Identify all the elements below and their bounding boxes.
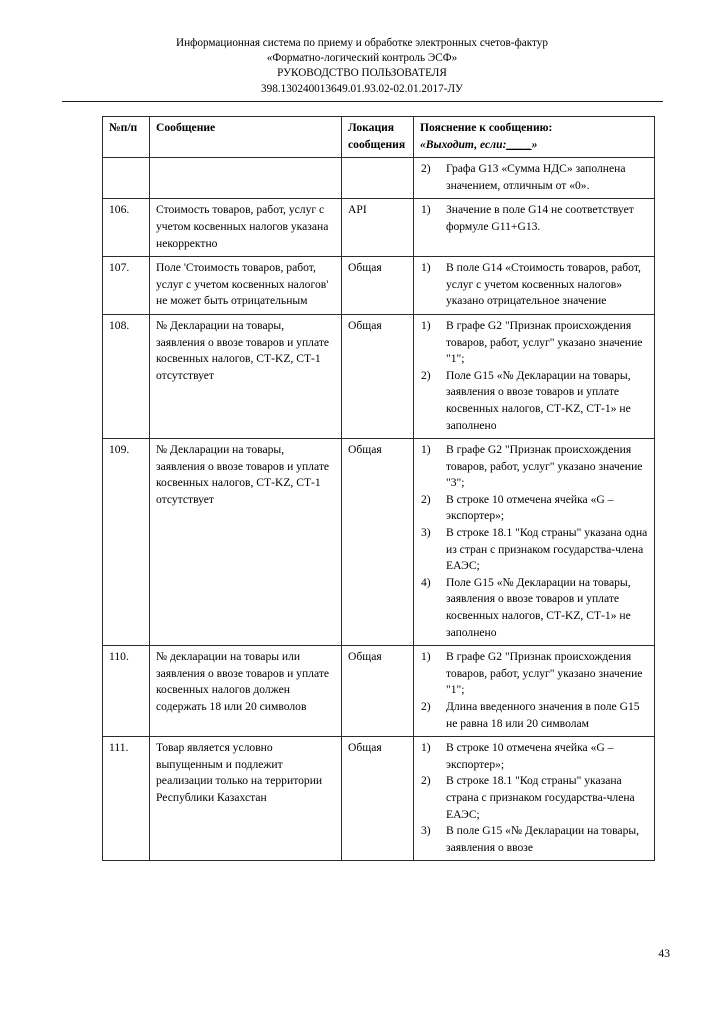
column-header-location: Локация сообщения xyxy=(342,117,414,158)
explanation-list xyxy=(420,740,649,856)
header-line-2: «Форматно-логический контроль ЭСФ» xyxy=(266,52,458,65)
cell-location xyxy=(342,158,414,199)
cell-explanation xyxy=(414,158,655,199)
header-divider-rule xyxy=(62,101,663,102)
page-number: 43 xyxy=(658,947,670,960)
explanation-blank: ____ xyxy=(506,137,532,151)
table-row xyxy=(103,439,655,646)
column-header-number: №п/п xyxy=(103,117,150,158)
explanation-close-text: » xyxy=(531,137,538,151)
table-row xyxy=(103,646,655,737)
column-header-explanation xyxy=(414,117,655,158)
cell-location: Общая xyxy=(342,439,414,646)
cell-location: Общая xyxy=(342,257,414,315)
header-line-4: 398.130240013649.01.93.02-02.01.2017-ЛУ xyxy=(261,82,463,95)
explanation-open-text: «Выходит, если: xyxy=(420,137,507,151)
explanation-item: В строке 18.1 "Код страны" указана страна с признаком государства-члена ЕАЭС; xyxy=(446,774,635,821)
error-messages-table xyxy=(102,116,655,861)
explanation-item: В графе G2 "Признак происхождения товаров, работ, услуг" указано значение "1"; xyxy=(446,318,643,366)
explanation-item: В строке 10 отмечена ячейка «G – экспортер»; xyxy=(446,492,614,523)
header-line-3: РУКОВОДСТВО ПОЛЬЗОВАТЕЛЯ xyxy=(277,67,447,80)
table-row xyxy=(103,257,655,315)
cell-message: Поле 'Стоимость товаров, работ, услуг с учетом косвенных налогов' не может быть отрицательным xyxy=(150,257,342,315)
running-header xyxy=(62,36,662,97)
cell-explanation xyxy=(414,646,655,737)
explanation-item: Длина введенного значения в поле G15 не равна 18 или 20 символам xyxy=(446,700,640,730)
cell-explanation xyxy=(414,314,655,438)
explanation-item: Поле G15 «№ Декларации на товары, заявления о ввозе товаров и уплате косвенных налогов, СТ-KZ, СТ-1» не заполнено xyxy=(446,575,631,639)
cell-explanation xyxy=(414,199,655,257)
cell-explanation xyxy=(414,737,655,861)
cell-number: 111. xyxy=(103,737,150,861)
column-header-explanation-line1: Пояснение к сообщению: xyxy=(420,121,553,134)
cell-location: Общая xyxy=(342,737,414,861)
explanation-list xyxy=(420,202,649,235)
explanation-list xyxy=(420,161,649,194)
table-body xyxy=(103,158,655,861)
table-row xyxy=(103,314,655,438)
explanation-item: В поле G14 «Стоимость товаров, работ, услуг с учетом косвенных налогов» указано отрицательное значение xyxy=(446,261,641,308)
table-row xyxy=(103,737,655,861)
cell-message: Стоимость товаров, работ, услуг с учетом косвенных налогов указана некорректно xyxy=(150,199,342,257)
cell-explanation xyxy=(414,257,655,315)
explanation-list xyxy=(420,442,649,641)
column-header-explanation-line2 xyxy=(420,137,649,154)
cell-number: 106. xyxy=(103,199,150,257)
explanation-item: В строке 18.1 "Код страны" указана одна из стран с признаком государства-члена ЕАЭС; xyxy=(446,526,648,573)
table-header-row xyxy=(103,117,655,158)
explanation-item: В поле G15 «№ Декларации на товары, заявления о ввозе xyxy=(446,824,640,854)
cell-message xyxy=(150,158,342,199)
cell-location: API xyxy=(342,199,414,257)
cell-number: 110. xyxy=(103,646,150,737)
cell-message: № декларации на товары или заявления о ввозе товаров и уплате косвенных налогов должен содержать 18 или 20 символов xyxy=(150,646,342,737)
explanation-item: Графа G13 «Сумма НДС» заполнена значением, отличным от «0». xyxy=(446,162,626,192)
column-header-message: Сообщение xyxy=(150,117,342,158)
explanation-list xyxy=(420,318,649,434)
table-row xyxy=(103,199,655,257)
error-messages-table-wrapper xyxy=(102,116,654,861)
cell-location: Общая xyxy=(342,314,414,438)
explanation-item: В строке 10 отмечена ячейка «G – экспортер»; xyxy=(446,741,614,771)
header-line-1: Информационная система по приему и обработке электронных счетов-фактур xyxy=(176,37,548,49)
cell-number: 107. xyxy=(103,257,150,315)
explanation-list xyxy=(420,260,649,310)
table-row xyxy=(103,158,655,199)
cell-number: 109. xyxy=(103,439,150,646)
cell-message: № Декларации на товары, заявления о ввозе товаров и уплате косвенных налогов, СТ-KZ, СТ-1 отсутствует xyxy=(150,314,342,438)
explanation-item: В графе G2 "Признак происхождения товаров, работ, услуг" указано значение "1"; xyxy=(446,650,643,697)
explanation-list xyxy=(420,649,649,732)
explanation-item: Поле G15 «№ Декларации на товары, заявления о ввозе товаров и уплате косвенных налогов, СТ-KZ, СТ-1» не заполнено xyxy=(446,368,631,432)
explanation-item: В графе G2 "Признак происхождения товаров, работ, услуг" указано значение "3"; xyxy=(446,443,643,490)
cell-number: 108. xyxy=(103,314,150,438)
cell-message: Товар является условно выпущенным и подлежит реализации только на территории Республики Казахстан xyxy=(150,737,342,861)
cell-number xyxy=(103,158,150,199)
explanation-item: Значение в поле G14 не соответствует формуле G11+G13. xyxy=(446,203,634,233)
cell-explanation xyxy=(414,439,655,646)
cell-message: № Декларации на товары, заявления о ввозе товаров и уплате косвенных налогов, СТ-KZ, СТ-1 отсутствует xyxy=(150,439,342,646)
cell-location: Общая xyxy=(342,646,414,737)
